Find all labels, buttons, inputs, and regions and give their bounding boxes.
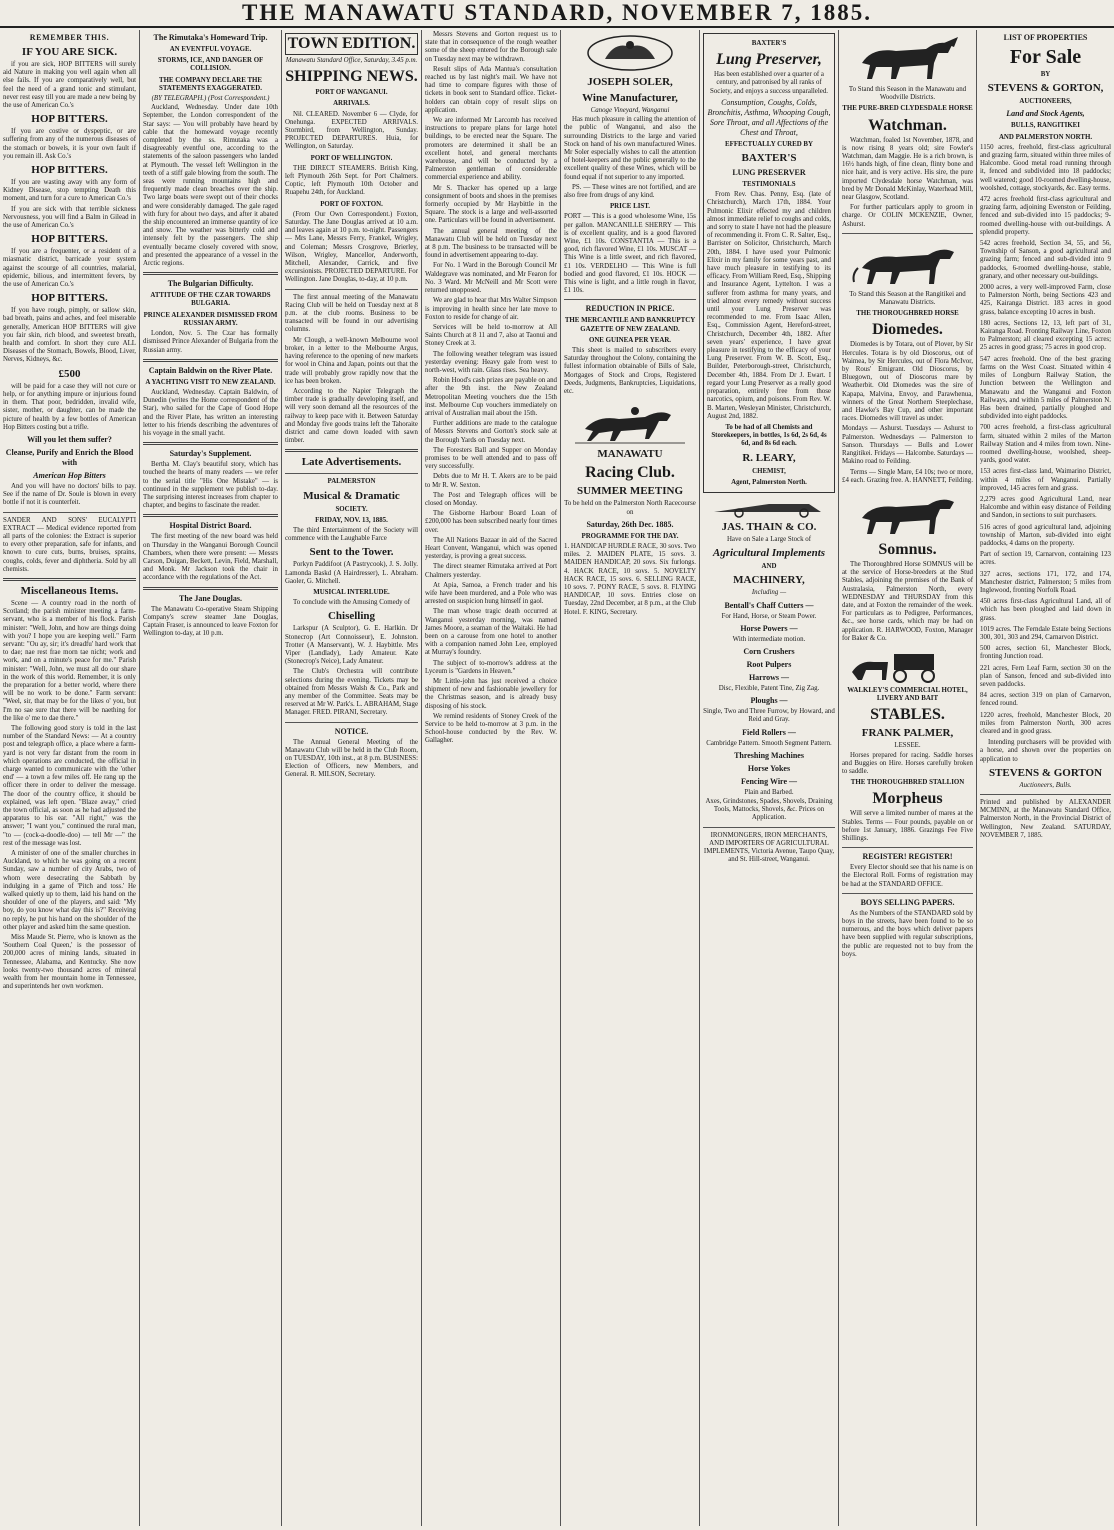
news-item: The direct steamer Rimutaka arrived at Port Chalmers yesterday.	[425, 563, 557, 579]
meeting-date: Saturday, 26th Dec. 1885.	[586, 519, 674, 529]
testimonials-heading: TESTIMONIALS	[742, 181, 796, 189]
column-3	[282, 30, 421, 1526]
gazette-price: ONE GUINEA PER YEAR.	[588, 336, 672, 344]
divider	[703, 827, 835, 828]
carriage-icon	[848, 646, 968, 684]
divider	[3, 512, 136, 513]
horse-name-somnus: Somnus.	[878, 540, 937, 558]
news-item: Mr S. Thacker has opened up a large consignment of boots and shoes in the premises formerly occupied by Mr Haybittle in the Square. The stock is a large and well-assorted one. Particulars will be found in advertisement.	[425, 184, 557, 225]
cast-list: Larkspur (A Sculptor), G. E. Harlkin. Dr Stonecrop (Art Connoisseur), E. Johnston. Trotter (A Manservant), W. J. Haybittle. Mrs Viper (Landlady), Lady Amateur. Kate (Stonecrop's Neice), Lady Amateur.	[285, 625, 418, 666]
news-item: Debts due to Mr H. T. Akers are to be paid to Mr R. W. Sexton.	[425, 473, 557, 489]
news-item: Services will be held to-morrow at All Saints Church at 8 11 and 7, also at Taonui and Stoney Creek at 3.	[425, 323, 557, 348]
shipping-paragraph: Nil. CLEARED. November 6 — Clyde, for Onehunga. EXPECTED ARRIVALS. Stormbird, from Wellington, Sunday. PROJECTED DEPARTURES. Huia, for Wellington, on Saturday.	[285, 110, 418, 151]
port-heading: PORT OF FOXTON.	[320, 200, 383, 208]
news-item: The following weather telegram was issued yesterday evening: Heavy gale from west to north-west, with rain. Glass rises. Sea heavy.	[425, 350, 557, 374]
thoroughbred-horse-icon	[848, 238, 968, 288]
product-heading: Horse Powers —	[740, 623, 798, 633]
article-heading: The Jane Douglas.	[179, 593, 242, 603]
thain-name: JAS. THAIN & CO.	[721, 520, 817, 533]
property-item: 153 acres first-class land, Waimarino District, within 4 miles of Wanganui. Partially improved, 145 acres fern and grass.	[980, 468, 1111, 492]
news-item: The Gisborne Harbour Board Loan of £200,000 has been subscribed nearly four times over.	[425, 510, 557, 534]
shipping-paragraph: THE DIRECT STEAMERS. British King, left Plymouth 26th Sept. for Port Chalmers. Coptic, left Plymouth 10th October and Ruapehu 24th, for Auckland.	[285, 164, 418, 197]
agent-title: CHEMIST,	[752, 467, 786, 475]
price-list: PORT — This is a good wholesome Wine, 15s per gallon. MANCANILLE SHERRY — This is of excellent quality, and is a good flavored Wine, £1 10s. CONSTANTIA — This is a good, rich flavored Wine, £1 10s. MUSCAT — This Wine is a little sweet, and rich flavored, £1 10s. VERDELHO — This Wine is full bodied and good flavored, £1 10s. HOCK — This wine is light, and a little rough in flavor, £1 10s.	[564, 213, 696, 295]
stand-notice: To Stand this Season at the Rangitikei and Manawatu Districts.	[849, 290, 966, 307]
plough-icon	[709, 496, 829, 518]
register-heading: REGISTER! REGISTER!	[862, 852, 953, 862]
divider	[143, 442, 278, 445]
horse-name-diomedes: Diomedes.	[872, 321, 943, 339]
lung-preserver-title: Lung Preserver,	[716, 51, 822, 69]
route-schedule: Mondays — Ashurst. Tuesdays — Ashurst to Palmerston. Wednesdays — Palmerston to Sanson. Thursdays — Bulls and Lower Rangitikei. Fridays — Halcombe. Saturdays — Makino road to Feilding.	[842, 425, 973, 466]
for-sale-heading: For Sale	[1009, 46, 1082, 68]
property-item: 516 acres of good agricultural land, adjoining township of Marton, sub-divided into eight paddocks, 4 dams on the property.	[980, 523, 1111, 547]
column-7	[839, 30, 976, 1526]
stables-text: Horses prepared for racing. Saddle horses and Buggies on Hire. Horses carefully broken to saddle.	[842, 751, 973, 775]
horse-breed: THE THOROUGHBRED HORSE	[856, 310, 959, 318]
comedy-title: Chiselling	[327, 610, 376, 623]
hop-paragraph: will be paid for a case they will not cure or help, or for anything impure or injurious found in them. That poor, bedridden, invalid wife, sister, mother, or daughter, can be made the picture of health by a few bottles of American Hop Bitters costing but a trifle.	[3, 382, 136, 431]
product-heading: Bentall's Chaff Cutters —	[724, 600, 814, 610]
implements-heading: Agricultural Implements	[712, 547, 826, 560]
divider	[980, 794, 1111, 795]
sick-heading: IF YOU ARE SICK.	[21, 46, 118, 58]
property-list	[980, 144, 1111, 736]
news-item: Mr Little-john has just received a choice shipment of new and fashionable jewellery for the Christmas season, and is already busy disposing of his stock.	[425, 678, 557, 710]
horse-name-morpheus: Morpheus	[872, 790, 943, 808]
farce-title: Sent to the Tower.	[309, 546, 394, 559]
property-item: 221 acres, Fern Leaf Farm, section 30 on the plan of Sanson, fenced and sub-divided into seven paddocks.	[980, 664, 1111, 688]
telegraph-note: (BY TELEGRAPH.) (Post Correspondent.)	[151, 95, 270, 103]
agents-name: STEVENS & GORTON	[988, 766, 1103, 779]
divider	[143, 587, 278, 590]
product-heading: Root Pulpers	[746, 659, 792, 669]
hop-paragraph: And you will have no doctors' bills to pay. See if the name of Dr. Soule is blown in every bottle if not it is counterfeit.	[3, 482, 136, 507]
article-paragraph: London, Nov. 5. The Czar has formally dismissed Prince Alexander of Bulgaria from the Russian army.	[143, 330, 278, 354]
property-item: 547 acres freehold. One of the best grazing farms on the West Coast. Situated within 4 miles of Longburn Railway Station, the Junction between the Wellington and Manawatu and the Wanganui and Foxton Railways, and within 5 miles of Palmerston N. Has been drained, partially ploughed and subdivided into eight paddocks.	[980, 355, 1111, 421]
product-heading: Ploughs —	[750, 696, 788, 706]
hotel-name: WALKLEY'S COMMERCIAL HOTEL, LIVERY AND BAIT	[847, 686, 968, 703]
product-heading: Horse Yokes	[747, 763, 791, 773]
article-paragraph: The first annual meeting of the Manawatu Racing Club will be held on Tuesday next at 8 p.m. at the club rooms. Business to be transacted will be found in our advertising columns.	[285, 293, 418, 334]
soler-vineyard: Canoge Vineyard, Wanganui	[590, 107, 670, 114]
agents-title: AUCTIONEERS,	[1019, 98, 1072, 106]
news-item: Robin Hood's cash prizes are payable on and after the 9th inst. the New Zealand Metropolitan Meeting vouchers due the 15th inst. Melbourne Cup vouchers immediately on arrival of Australian mail about the 15th.	[425, 377, 557, 417]
product-detail: Plain and Barbed.	[744, 788, 794, 796]
shipping-heading: SHIPPING NEWS.	[285, 68, 418, 86]
performance-date: FRIDAY, NOV. 13, 1885.	[315, 516, 388, 524]
advert-paragraph: Has much pleasure in calling the attention of the public of Wanganui, and also the surrounding Districts to the large and varied Stock on hand of his own manufactured Wines. Mr Soler especially wishes to call the attention of hotel-keepers and the public generally to the excellent quality of these Wines, which will be found equal if not superior to any imported.	[564, 116, 696, 181]
terms-text: Will serve a limited number of mares at the Stables. Terms — Four pounds, payable on or before 1st January, 1886. Grazings Fee Five Shillings.	[842, 810, 973, 842]
column-6	[700, 30, 838, 1526]
sanders-advert: SANDER AND SONS' EUCALYPTI EXTRACT — Medical evidence reported from all parts of the colonies: the Extract is superior to every other preparation, safe for infants, and known to cure cuts, burns, bruises, sprains, coughs, colds, fever and diphtheria. Sold by all chemists.	[3, 516, 136, 573]
article-paragraph: Auckland, Wednesday. Under date 10th September, the London correspondent of the Star says: — You will probably have heard by cable that the homeward voyage recently completed by the ss. Rimutaka was a disagreeably eventful one, according to the statements of the saloon passengers who landed at Plymouth. The vessel left Wellington in the teeth of a stiff gale blowing from the south. The seas were running mountains high and frequently made clean breaches over the ship. Two large boats were swept out of their chocks and were considerably damaged. The gale raged with fury for about two days, and after it abated the ship encountered an immense quantity of ice and snow. The weather was bitterly cold and intensely felt by the passengers. The ship eventually became closely covered with snow, and presented the appearance of a vessel in the Arctic regions.	[143, 104, 278, 268]
advert-paragraph: PS. — These wines are not fortified, and are also free from drugs of any kind.	[564, 183, 696, 200]
divider	[285, 289, 418, 290]
cleanse-heading: Cleanse, Purify and Enrich the Blood with	[5, 447, 134, 467]
suffer-heading: Will you let them suffer?	[27, 434, 112, 444]
thain-address: IRONMONGERS, IRON MERCHANTS, AND IMPORTERS OF AGRICULTURAL IMPLEMENTS, Victoria Avenue, Taupo Quay, and St. Hill-street, Wanganui.	[703, 831, 835, 864]
product-heading: Threshing Machines	[734, 750, 804, 760]
news-item: At Apia, Samoa, a French trader and his wife have been murdered, and a Pole who was arrested on suspicion hung himself in gaol.	[425, 581, 557, 606]
news-item: For No. 1 Ward in the Borough Council Mr Waldegrave was nominated, and Mr Fearon for No. 3 Ward. Mr McNeill and Mr Scott were returned unopposed.	[425, 262, 557, 295]
horse-breed: THE PURE-BRED CLYDESDALE HORSE	[842, 105, 973, 113]
article-paragraph: The Manawatu Co-operative Steam Shipping Company's screw steamer Jane Douglas, Captain Fraser, is announced to leave Foxton for Wellington to-day, at 10 p.m.	[143, 605, 278, 638]
article-paragraph: Miss Maude St. Pierre, who is known as the 'Southern Coal Queen,' is the possessor of 200,000 acres of mining lands, situated in Tennessee, Alabama, and Kentucky. She now looks twenty-two thousand acres of mineral wealth from her mountain home in Tennessee, and superintends her own workmen.	[3, 934, 136, 991]
price-list-heading: PRICE LIST.	[609, 203, 651, 211]
reduction-heading: REDUCTION IN PRICE.	[585, 304, 675, 314]
remember-heading: REMEMBER THIS.	[29, 33, 110, 42]
advert-paragraph: The Club's Orchestra will contribute selections during the evening. Tickets may be obtained from Messrs Walsh & Co., Park and any member of the Committee. Seats may be reserved at Mr W. Park's. L. ABRAHAM, Stage Manager. FRED. PIRANI, Secretary.	[285, 668, 418, 717]
hop-bitters-heading: HOP BITTERS.	[31, 164, 108, 177]
baxter-brand: BAXTER'S	[751, 40, 787, 47]
lessee-label: LESSEE.	[894, 742, 921, 750]
news-item: The Foresters Ball and Supper on Monday promises to be well attended and to pass off very successfully.	[425, 446, 557, 471]
interlude-label: MUSICAL INTERLUDE.	[313, 588, 390, 596]
divider	[143, 514, 278, 517]
article-subheading: PRINCE ALEXANDER DISMISSED FROM RUSSIAN ARMY.	[143, 311, 278, 327]
article-heading: Captain Baldwin on the River Plate.	[148, 365, 273, 375]
hop-paragraph: If you are wasting away with any form of Kidney Disease, stop tempting Death this moment, and turn for a cure to American Co.'s	[3, 179, 136, 203]
article-subheading: STORMS, ICE, AND DANGER OF COLLISION.	[157, 57, 264, 73]
clydesdale-horse-icon	[848, 33, 968, 83]
product-detail: Axes, Grindstones, Spades, Shovels, Draining Tools, Mattocks, Shovels, &c. Prices on Application.	[705, 797, 833, 822]
agent-location: Agent, Palmerston North.	[731, 478, 807, 486]
news-item: The annual general meeting of the Manawatu Club will be held on Tuesday next at 8 p.m. The business to be transacted will be found in advertisement appearing to-day.	[425, 227, 557, 260]
divider	[143, 272, 278, 275]
where-to-buy: To be had of all Chemists and Storekeepers, in bottles, 1s 6d, 2s 6d, 4s 6d, and 8s 6d each.	[711, 423, 827, 448]
society-name: Musical & Dramatic	[303, 489, 400, 502]
intending-purchasers-text: Intending purchasers will be provided with a horse, and shown over the properties on application to	[980, 739, 1111, 763]
news-item: Further additions are made to the catalogue of Messrs Stevens and Gorton's stock sale at the Borough Yards on Tuesday next.	[425, 420, 557, 444]
agents-location: Auctioneers, Bulls.	[1019, 781, 1072, 789]
and-label: AND	[761, 563, 777, 571]
properties-heading: LIST OF PROPERTIES	[1003, 33, 1088, 42]
news-item: We remind residents of Stoney Creek of the Service to be held to-morrow at 3 p.m. in the School-house conducted by the Rev. W. Gallagher.	[425, 712, 557, 745]
horse-name-watchman: Watchman.	[868, 116, 947, 134]
pedigree-text: The Thoroughbred Horse SOMNUS will be at the service of Horse-breeders at the Stud Stables, adjoining the premises of the Bank of Australasia, Palmerston North, every WEDNESDAY and THURSDAY from this date, and at Foxton the remainder of the week. For particulars as to Pedigree, Performances, &c., see horse cards, which may be had on application. R. HARWOOD, Foxton, Manager for Baker & Co.	[842, 560, 973, 642]
late-advertisements-heading: Late Advertisements.	[301, 456, 402, 469]
property-item: 500 acres, section 61, Manchester Block, fronting Junction road.	[980, 645, 1111, 661]
cured-by-label: EFFECTUALLY CURED BY	[725, 140, 813, 148]
news-item: The Post and Telegraph offices will be closed on Monday.	[425, 491, 557, 507]
advert-paragraph: To conclude with the Amusing Comedy of	[293, 599, 411, 607]
property-item: 472 acres freehold first-class agricultural and grazing farm, adjoining Ewenston or Feilding, fenced and sub-divided into 15 paddocks; 9-roomed dwelling-house with out-buildings. A splendid property.	[980, 196, 1111, 236]
column-2	[140, 30, 281, 1526]
hop-paragraph: If you are a frequenter, or a resident of a miasmatic district, barricade your system against the scourge of all countries, malarial, epidemic, bilious, and intermittent fevers, by the use of American Co.'s	[3, 248, 136, 289]
product-heading: Harrows —	[748, 672, 790, 682]
product-heading: Field Rollers —	[742, 727, 796, 737]
port-heading: PORT OF WELLINGTON.	[310, 154, 393, 162]
product-detail: Disc, Flexible, Patent Tine, Zig Zag.	[718, 684, 820, 692]
terms-text: Terms — Single Mare, £4 10s; two or more, £4 each. Grazing free. A. HANNETT, Feilding.	[842, 468, 973, 484]
by-label: BY	[1040, 71, 1051, 78]
article-paragraph: The first meeting of the new board was held on Thursday in the Wanganui Borough Council Chambers, when there were present: — Messrs Carson, Duigan, Beckett, Levin, Field, Marshall, and Monk. Mr Jackson took the chair in accordance with the regulations of the Act.	[143, 533, 278, 582]
product-detail: For Hand, Horse, or Steam Power.	[721, 612, 817, 620]
register-text: Every Elector should see that his name is on the Electoral Roll. Forms of registration may be had at the STANDARD OFFICE.	[842, 864, 973, 888]
racing-horse-icon	[575, 399, 685, 445]
pedigree-text: Diomedes is by Totara, out of Plover, by Sir Hercules. Totara is by old Dioscorus, out of Waimea, by Sir Hercules, out of Flora McIvor, by Rous' Emigrant. Old Dioscorus, by Bluegown, out of Dioscorus mare by Weatherbit. Old Diomedes was the sire of Kapapa, Malvina, Envoy, and Parawhenua, winners of the Great Northern Steeplechase, and Hawke's Bay Cup, and other important races. Diomedes will travel as under.	[842, 341, 973, 423]
article-subheading: AN EVENTFUL VOYAGE.	[169, 46, 252, 53]
reward-amount: £500	[58, 367, 81, 380]
advert-paragraph: The third Entertainment of the Society will commence with the Laughable Farce	[285, 526, 418, 543]
divider	[842, 893, 973, 894]
lung-preserver-subtitle: LUNG PRESERVER	[732, 168, 806, 178]
column-4	[422, 30, 560, 1526]
article-paragraph: The following good story is told in the last number of the Standard News: — At a country post and telegraph office, a place where a farm-yard is not very far distant from the room in which operations are conducted, the official in charge wanted to communicate with the 'other end' — a town a few miles off. He rang up the officer there in order to deliver the message. The door of the country office, it should be explained, was left open. "Blaze away," cried the town official, as soon as he had adjusted the apparatus to his ear. "All right," was the answer; "I want you," continued the rural man, "to — (cock-a-doodle-doo) — tell Mr —" the rest of the message was lost.	[3, 724, 136, 847]
machinery-heading: MACHINERY,	[733, 574, 805, 587]
column-5	[561, 30, 699, 1526]
product-detail: Single, Two and Three Furrow, by Howard, and Reid and Gray.	[703, 708, 835, 724]
product-detail: Cambridge Pattern. Smooth Segment Pattern.	[706, 739, 832, 747]
hop-bitters-heading: HOP BITTERS.	[31, 113, 108, 126]
society-location: PALMERSTON	[327, 478, 376, 486]
article-heading: Hospital District Board.	[169, 521, 252, 531]
racing-club-location: MANAWATU	[597, 448, 663, 461]
article-subheading: A YACHTING VISIT TO NEW ZEALAND.	[145, 378, 276, 386]
divider	[3, 578, 136, 581]
product-detail: With intermediate motion.	[732, 635, 806, 643]
agents-subtitle: Land and Stock Agents,	[1006, 109, 1085, 119]
port-heading: PORT OF WANGANUI.	[315, 89, 388, 97]
property-item: 1150 acres, freehold, first-class agricultural and grazing farm, situated within three miles of Halcombe. Good metal road running through it, fenced and subdivided into 18 paddocks; well watered; good 10-roomed dwelling-house, woolshed, cottage, stockyards, &c. Easy terms.	[980, 143, 1111, 192]
pedigree-text: Watchman, foaled 1st November, 1878, and is now rising 8 years old; sire Fowler's Watchman, dam Maggie. He is a rich brown, is 16½ hands high, of fine clean, flinty bone and nice hair, and is very active. His sire, the pure imported Clydesdale horse Watchman, was bred by Mr Donald McKinlay, Waterhead Mill, near Glasgow, Scotland.	[842, 136, 973, 202]
stallion-label: THE THOROUGHBRED STALLION	[850, 779, 965, 787]
boys-text: As the Numbers of the STANDARD sold by boys in the streets, have been found to be so numerous, and the boys which deliver papers have been supplied with regular subscriptions, the public are requested not to buy from the boys.	[842, 909, 973, 958]
news-item: The subject of to-morrow's address at the Lyceum is "Gardens in Heaven."	[425, 659, 557, 675]
wine-emblem-icon	[585, 33, 675, 73]
article-paragraph: Bertha M. Clay's beautiful story, which has touched the hearts of many readers — we refer to the serial title "His One Mistake" — is continued in the supplement we publish to-day. The surprising interest increases from chapter to chapter, and begins to fascinate the reader.	[143, 461, 278, 510]
including-label: Including —	[751, 589, 787, 597]
race-programme: 1. HANDICAP HURDLE RACE, 30 sovs. Two miles. 2. MAIDEN PLATE, 15 sovs. 3. MAIDEN HANDICAP, 20 sovs. Six furlongs. 4. HACK RACE, 10 sovs. 5. NOVELTY HACK RACE, 15 sovs. 6. SELLING RACE, 10 sovs. 7. PONY RACE, 5 sovs. 8. FLYING HANDICAP, 10 sovs. Entries close on Tuesday, 22nd December, at 8 p.m., at the Club Hotel. F. KING, Secretary.	[564, 542, 696, 616]
summer-meeting-heading: SUMMER MEETING	[576, 485, 684, 498]
news-item: We are glad to hear that Mrs Walter Simpson is improving in health since her late move to Foxton to reside for change of air.	[425, 297, 557, 321]
hop-bitters-heading: HOP BITTERS.	[31, 292, 108, 305]
article-subheading: THE COMPANY DECLARE THE STATEMENTS EXAGGERATED.	[158, 76, 263, 92]
article-paragraph: Mr Clough, a well-known Melbourne wool broker, in a letter to the Melbourne Argus, having reference to the opening of new markets for wool in China and Japan, points out that the trade will probably grow rapidly now that the ice has been broken.	[285, 336, 418, 385]
column-1	[0, 30, 139, 1526]
advert-paragraph: Has been established over a quarter of a century, and patronised by all ranks of Society, and enjoys a success unparalleled.	[710, 71, 828, 95]
soler-name: JOSEPH SOLER,	[587, 76, 673, 88]
agents-location: AND PALMERSTON NORTH.	[998, 133, 1093, 141]
news-item: We are informed Mr Larcomb has received instructions to prepare plans for large hotel buildings, to be erected near the Square. The promoters are determined it shall be an excellent hotel, and general merchants warehouse, and will be conducted by a Palmerston gentleman of considerable commercial experience and ability.	[425, 117, 557, 182]
racing-club-title: Racing Club.	[585, 464, 675, 482]
hop-paragraph: If you have rough, pimply, or sallow skin, bad breath, pains and aches, and feel miserable generally, American HOP BITTERS will give you fair skin, rich blood, and sweetest breath, health and comfort. In short they cure ALL Diseases of the Stomach, Bowels, Blood, Liver, Nerves, Kidneys, &c.	[3, 307, 136, 364]
property-item: Part of section 19, Carnarvon, containing 123 acres.	[980, 551, 1111, 567]
divider	[285, 449, 418, 452]
divider	[285, 722, 418, 723]
property-item: 2000 acres, a very well-improved Farm, close to Palmerston North, being Sections 423 and 425, Kairanga District. 183 acres in good grass, balance excepting 10 acres in bush.	[980, 284, 1111, 316]
divider	[564, 299, 696, 300]
testimonials-text: From Rev. Chas. Penny, Esq. (late of Christchurch), March 17th, 1884. Your Pulmonic Elixir effected my and children almost immediate relief to coughs and colds, and sorry to state I have not had the pleasure of recommending it. From C. R. Salter, Esq., Barrister on Solicitor, Christchurch, March 20th, 1884. I have used your Pulmonic Elixir in my family for some years past, and have much pleasure in testifying to its efficacy. From William Reed, Esq., Shipping and Insurance Agent, Lyttelton. I was a sufferer from asthma for many years, and tried almost every remedy without success until your Lung Preserver was recommended to me. From Isaac Allen, Esq., Commission Agent, Hereford-street, Christchurch, December 4th, 1882. After seven years' experience, I have great pleasure in testifying to the efficacy of your Lung Preserver. From W. B. Scott, Esq., Builder, Peterborough-street, Christchurch, December 4th, 1884. From Dr J. Ewart. I regard your Lung Preserver as a really good preparation, entirely free from those narcotics, opium, and poisons. From Rev. W. B. Marten, Wesleyan Minister, Christchurch, August 2nd, 1882.	[707, 191, 831, 420]
article-heading: The Rimutaka's Homeward Trip.	[153, 33, 268, 42]
property-item: 450 acres first-class Agricultural Land, all of which has been ploughed and laid down in grass.	[980, 598, 1111, 622]
article-heading: The Bulgarian Difficulty.	[167, 279, 254, 289]
terms-text: For further particulars apply to groom in charge. Or COLIN MCKENZIE, Owner, Ashurst.	[842, 204, 973, 228]
product-heading: Fencing Wire —	[741, 776, 797, 786]
hop-paragraph: If you are costive or dyspeptic, or are suffering from any of the numerous diseases of the stomach or bowels, it is your own fault if you remain ill. Ask Co.'s	[3, 128, 136, 160]
hop-paragraph: if you are sick, HOP BITTERS will surely aid Nature in making you well again when all else fails. If you are comparatively well, but feel the need of a grand tonic and stimulant, never rest easy till you are made a new being by the use of American Co.'s	[3, 61, 136, 110]
hop-paragraph: If you are sick with that terrible sickness Nervousness, you will find a Balm in Gilead in the use of American Co.'s	[3, 205, 136, 230]
article-heading: Saturday's Supplement.	[169, 449, 252, 459]
boys-heading: BOYS SELLING PAPERS.	[860, 897, 955, 907]
column-8	[977, 30, 1114, 1526]
divider	[143, 359, 278, 362]
article-paragraph: A minister of one of the smaller churches in Auckland, to which he was going on a recent Sunday, saw a number of city Arabs, two of whom were desecrating the Sabbath by indulging in a game of 'Pitch and toss.' He walked quietly up to them, laid his hand on the shoulder of one of the players, and said: "My boy, do you know what day this is?" Receiving no reply, he put his hand on the shoulder of the other player and asked him the same question.	[3, 850, 136, 931]
cast-list: Porkyn Paddifoot (A Pastrycook), J. S. Jolly. Lamonda Baskd (A Hairdresser), L. Abraham. Gaoler, G. Mitchell.	[285, 561, 418, 585]
hop-bitters-heading: HOP BITTERS.	[31, 233, 108, 246]
property-item: 1220 acres, freehold, Manchester Block, 20 miles from Palmerston North, 300 acres cleared and in good grass.	[980, 711, 1111, 736]
news-item: The All Nations Bazaar in aid of the Sacred Heart Convent, Wanganui, which was opened yesterday, is proving a great success.	[425, 536, 557, 561]
soler-trade: Wine Manufacturer,	[582, 92, 678, 104]
society-label: SOCIETY.	[335, 505, 368, 513]
news-item: The man whose tragic death occurred at Wanganui yesterday morning, was named James Moore, a seaman of the Waitaki. He had been on a carouse from one hotel to another with a companion named John Lee, employed at Murray's foundry.	[425, 608, 557, 657]
divider	[285, 473, 418, 474]
news-item: Result slips of Ada Mantua's consultation reached us by last night's mail. We have not had time to compare figures with those of tickets in book sent to Standard office. Ticket-holders can obtain copy of result slips on application.	[425, 65, 557, 114]
agent-name: R. LEARY,	[742, 451, 796, 464]
imprint-text: Printed and published by ALEXANDER MCMINN, at the Manawatu Standard Office, Palmerston North, in the Provincial District of Wellington, New Zealand. SATURDAY, NOVEMBER 7, 1885.	[980, 799, 1111, 839]
property-item: 700 acres freehold, a first-class agricultural farm, situated within 2 miles of the Marton Railway Station and 4 miles from town. Nine-roomed dwelling-house, woolshed, sheep-yards, good water.	[980, 424, 1111, 465]
advert-paragraph: This sheet is mailed to subscribers every Saturday throughout the Colony, containing the fullest information obtainable of Bills of Sale, Mortgages of Stock and Crops, Registered Deeds, Judgments, Bankruptcies, Liquidations, etc.	[564, 347, 696, 396]
news-item: Messrs Stevens and Gorton request us to state that in consequence of the rough weather some of the sheep entered for the Borough sale on Tuesday next may be withdrawn.	[425, 31, 557, 63]
programme-heading: PROGRAMME FOR THE DAY.	[581, 532, 679, 540]
agents-location: BULLS, RANGITIKEI	[1011, 122, 1080, 130]
property-item: 2,279 acres good Agricultural Land, near Halcombe and within easy distance of Feilding and Sandon, in sections to suit purchasers.	[980, 495, 1111, 520]
property-item: 542 acres freehold, Section 34, 55, and 56, Township of Sanson, a good agricultural and grazing farm; fenced and sub-divided into 9 paddocks, 6-roomed dwelling-house, stable, granary, and other necessary out-buildings.	[980, 240, 1111, 280]
advert-paragraph: To be held on the Palmerston North Racecourse on	[564, 500, 696, 516]
article-paragraph: Scene — A country road in the north of Scotland; the parish minister meeting a farm-servant, who is a member of his flock. Parish minister: "Well, John, and how are things doing with you? I hope you are keeping well." Farm servant: "Ou ay, sir; it's dreadfu' hard work that to dae; nae rest frae morn tae nicht; work and work, and on a minute's peace for me." Parish minister: "Well, John, we must all do our share in the work of this world. Remember, it is only the preparation for a better world, where there will be no work to be done." Farm servant: "Weel, sir, that may be for the likes o' you, but I'm no sae sure that there will be naething for the like o' me to dae there."	[3, 599, 136, 722]
divider	[842, 847, 973, 848]
misc-items-heading: Miscellaneous Items.	[20, 584, 119, 597]
masthead-title: THE MANAWATU STANDARD, NOVEMBER 7, 1885.	[0, 0, 1114, 28]
hop-bitters-brand: American Hop Bitters	[33, 470, 106, 480]
stand-notice: To Stand this Season in the Manawatu and Woodville Districts.	[848, 86, 967, 102]
gazette-title: THE MERCANTILE AND BANKRUPTCY GAZETTE OF NEW ZEALAND.	[564, 317, 696, 333]
article-paragraph: Auckland, Wednesday. Captain Baldwin, of Dunedin (writes the Home correspondent of the Star), who sailed for the Cape of Good Hope and the River Plate, has written an interesting letter to his friends describing the adventures of his voyage in the small yacht.	[143, 388, 278, 437]
town-edition-subline: Manawatu Standard Office, Saturday, 3.45 p.m.	[285, 57, 418, 64]
divider	[842, 233, 973, 234]
baxter-brand: BAXTER'S	[741, 152, 797, 165]
town-edition-heading: TOWN EDITION.	[285, 33, 418, 55]
property-item: 1019 acres. The Ferndale Estate being Sections 300, 301, 303 and 294, Carnarvon District.	[980, 625, 1111, 641]
thain-subline: Have on Sale a Large Stock of	[726, 535, 812, 543]
agents-name: STEVENS & GORTON,	[987, 82, 1104, 95]
shipping-paragraph: (From Our Own Correspondent.) Foxton, Saturday. The Jane Douglas arrived at 10 a.m. and leaves again at 10 p.m. to-night. Passengers — Mrs Lane, Messrs Ferry, Frankel, Wrigley, and Coleman; Messrs Crosgrove, Brierley, Wilson, Wrigley, Mancellor, Anderworth, Mitchell, Alexander, Carrick, and five excursionists. PROJECTED DEPARTURE. For Wellington. Jane Douglas, to-day, at 10 p.m.	[285, 210, 418, 284]
property-item: 84 acres, section 319 on plan of Carnarvon, fenced round.	[980, 692, 1111, 708]
lessee-name: FRANK PALMER,	[861, 727, 954, 740]
arrivals-heading: ARRIVALS.	[333, 100, 370, 108]
ailments-list: Consumption, Coughs, Colds, Bronchitis, Asthma, Whooping Cough, Sore Throat, and all Affections of the Chest and Throat,	[707, 97, 831, 137]
notice-heading: NOTICE.	[334, 726, 369, 736]
article-subheading: ATTITUDE OF THE CZAR TOWARDS BULGARIA.	[150, 292, 271, 308]
somnus-horse-icon	[848, 488, 968, 538]
property-item: 180 acres, Sections 12, 13, left part of 31, Kairanga Road. Fronting Railway Line, Foxton to Palmerston; all cleared excepting 15 acres; 25 acres in good grass; 75 acres in good crop.	[980, 319, 1111, 352]
property-item: 327 acres, sections 171, 172, and 174, Manchester district, Palmerston; 5 miles from Inglewood, fronting Norfolk Road.	[980, 570, 1111, 594]
notice-paragraph: The Annual General Meeting of the Manawatu Club will be held in the Club Room, on TUESDAY, 10th inst., at 8 p.m. BUSINESS: Election of Officers, new Members, and General. R. MILSON, Secretary.	[285, 738, 418, 779]
stables-heading: STABLES.	[870, 706, 945, 724]
article-paragraph: According to the Napier Telegraph the timber trade is gradually developing itself, and will very soon demand all the resources of the railway to keep pace with it. Between Saturday and Monday five goods trains left the Tahoraite district and came down loaded with sawn timber.	[285, 387, 418, 445]
product-heading: Corn Crushers	[743, 646, 795, 656]
